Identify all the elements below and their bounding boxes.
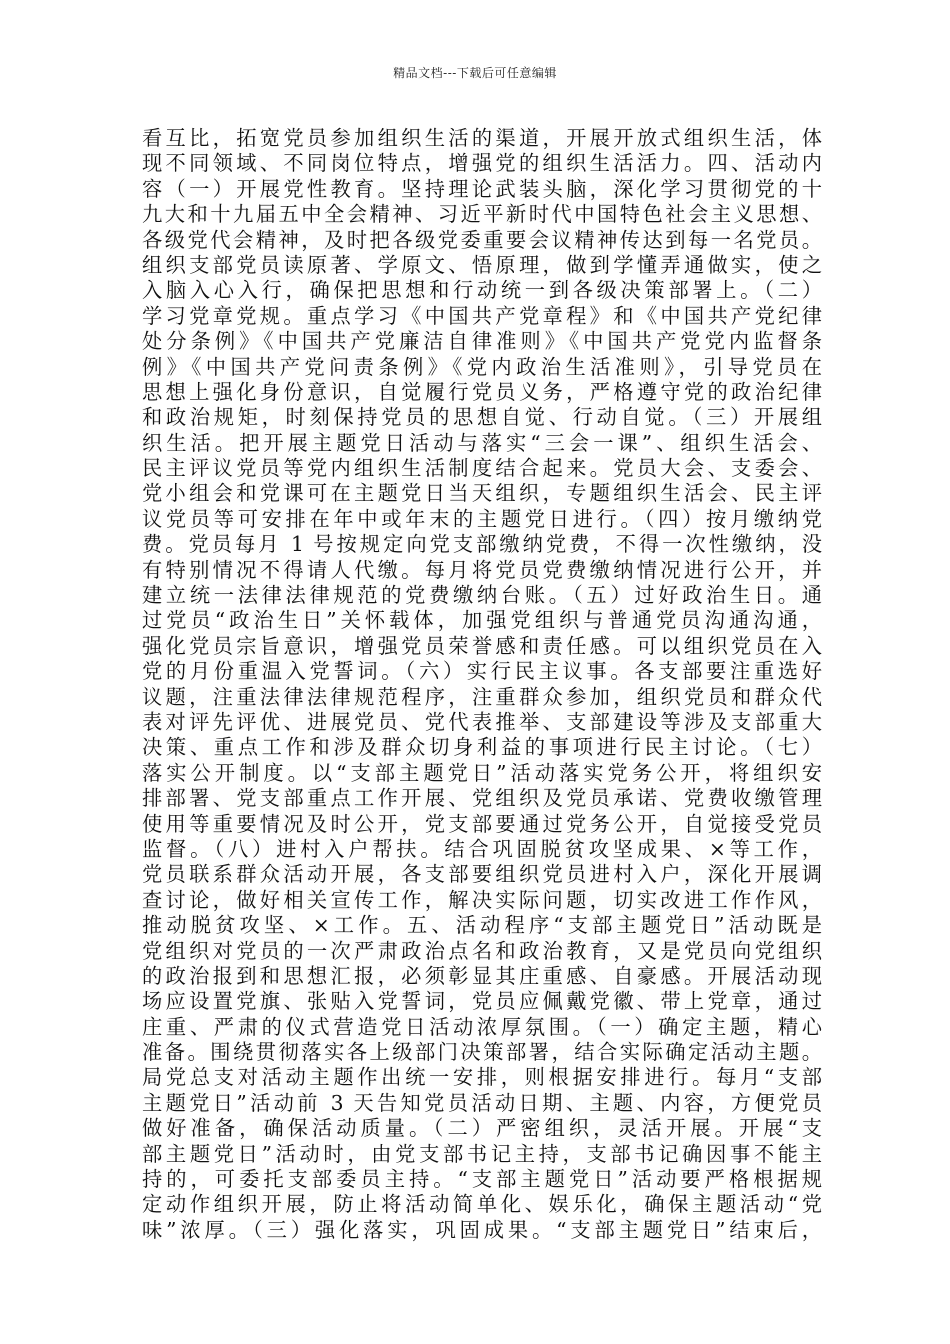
text-line: 建立统一法律法律规范的党费缴纳台账。（五）过好政治生日。通 [142, 583, 822, 608]
text-line: 各级党代会精神，及时把各级党委重要会议精神传达到每一名党员。 [142, 227, 822, 252]
text-line: 强化党员宗旨意识，增强党员荣誉感和责任感。可以组织党员在入 [142, 633, 822, 658]
text-line: 持的，可委托支部委员主持。“支部主题党日”活动要严格根据规 [142, 1167, 822, 1192]
text-line: 有特别情况不得请人代缴。每月将党员党费缴纳情况进行公开，并 [142, 557, 822, 582]
text-line: 使用等重要情况及时公开，党支部要通过党务公开，自觉接受党员 [142, 811, 822, 836]
text-line: 表对评先评优、进展党员、党代表推举、支部建设等涉及支部重大 [142, 709, 822, 734]
text-line: 例》《中国共产党问责条例》《党内政治生活准则》，引导党员在 [142, 354, 822, 379]
text-line: 民主评议党员等党内组织生活制度结合起来。党员大会、支委会、 [142, 456, 822, 481]
text-line: 思想上强化身份意识，自觉履行党员义务，严格遵守党的政治纪律 [142, 379, 822, 404]
text-line: 党组织对党员的一次严肃政治点名和政治教育，又是党员向党组织 [142, 938, 822, 963]
text-line: 庄重、严肃的仪式营造党日活动浓厚氛围。（一）确定主题，精心 [142, 1014, 822, 1039]
text-line: 党小组会和党课可在主题党日当天组织，专题组织生活会、民主评 [142, 481, 822, 506]
text-line: 过党员“政治生日”关怀载体，加强党组织与普通党员沟通沟通， [142, 608, 822, 633]
text-line: 推动脱贫攻坚、×工作。五、活动程序“支部主题党日”活动既是 [142, 913, 822, 938]
text-line: 监督。（八）进村入户帮扶。结合巩固脱贫攻坚成果、×等工作， [142, 836, 822, 861]
text-line: 落实公开制度。以“支部主题党日”活动落实党务公开，将组织安 [142, 760, 822, 785]
text-line: 局党总支对活动主题作出统一安排，则根据安排进行。每月“支部 [142, 1065, 822, 1090]
text-line: 容（一）开展党性教育。坚持理论武装头脑，深化学习贯彻党的十 [142, 176, 822, 201]
text-line: 和政治规矩，时刻保持党员的思想自觉、行动自觉。（三）开展组 [142, 405, 822, 430]
text-line: 织生活。把开展主题党日活动与落实“三会一课”、组织生活会、 [142, 430, 822, 455]
text-line: 看互比，拓宽党员参加组织生活的渠道，开展开放式组织生活，体 [142, 126, 822, 150]
text-line: 场应设置党旗、张贴入党誓词，党员应佩戴党徽、带上党章，通过 [142, 989, 822, 1014]
text-line: 九大和十九届五中全会精神、习近平新时代中国特色社会主义思想、 [142, 202, 822, 227]
text-line: 学习党章党规。重点学习《中国共产党章程》和《中国共产党纪律 [142, 303, 822, 328]
text-line: 党员联系群众活动开展，各支部要组织党员进村入户，深化开展调 [142, 862, 822, 887]
text-line: 排部署、党支部重点工作开展、党组织及党员承诺、党费收缴管理 [142, 786, 822, 811]
text-line: 定动作组织开展，防止将活动简单化、娱乐化，确保主题活动“党 [142, 1192, 822, 1217]
text-line: 主题党日”活动前 3 天告知党员活动日期、主题、内容，方便党员 [142, 1090, 822, 1115]
text-line: 处分条例》《中国共产党廉洁自律准则》《中国共产党党内监督条 [142, 329, 822, 354]
text-line: 味”浓厚。（三）强化落实，巩固成果。“支部主题党日”结束后， [142, 1217, 822, 1242]
text-line: 决策、重点工作和涉及群众切身利益的事项进行民主讨论。（七） [142, 735, 822, 760]
text-line: 组织支部党员读原著、学原文、悟原理，做到学懂弄通做实，使之 [142, 252, 822, 277]
text-line: 查讨论，做好相关宣传工作，解决实际问题，切实改进工作作风， [142, 887, 822, 912]
text-line: 的政治报到和思想汇报，必须彰显其庄重感、自豪感。开展活动现 [142, 963, 822, 988]
text-line: 做好准备，确保活动质量。（二）严密组织，灵活开展。开展“支 [142, 1116, 822, 1141]
text-line: 议党员等可安排在年中或年末的主题党日进行。（四）按月缴纳党 [142, 506, 822, 531]
text-line: 入脑入心入行，确保把思想和行动统一到各级决策部署上。（二） [142, 278, 822, 303]
page-header: 精品文档---下载后可任意编辑 [393, 66, 557, 80]
body-text [142, 126, 822, 1243]
text-line: 党的月份重温入党誓词。（六）实行民主议事。各支部要注重选好 [142, 659, 822, 684]
text-line: 费。党员每月 1 号按规定向党支部缴纳党费，不得一次性缴纳，没 [142, 532, 822, 557]
text-line: 准备。围绕贯彻落实各上级部门决策部署，结合实际确定活动主题。 [142, 1040, 822, 1065]
text-line: 现不同领域、不同岗位特点，增强党的组织生活活力。四、活动内 [142, 151, 822, 176]
text-line: 议题，注重法律法律规范程序，注重群众参加，组织党员和群众代 [142, 684, 822, 709]
text-line: 部主题党日”活动时，由党支部书记主持，支部书记确因事不能主 [142, 1141, 822, 1166]
